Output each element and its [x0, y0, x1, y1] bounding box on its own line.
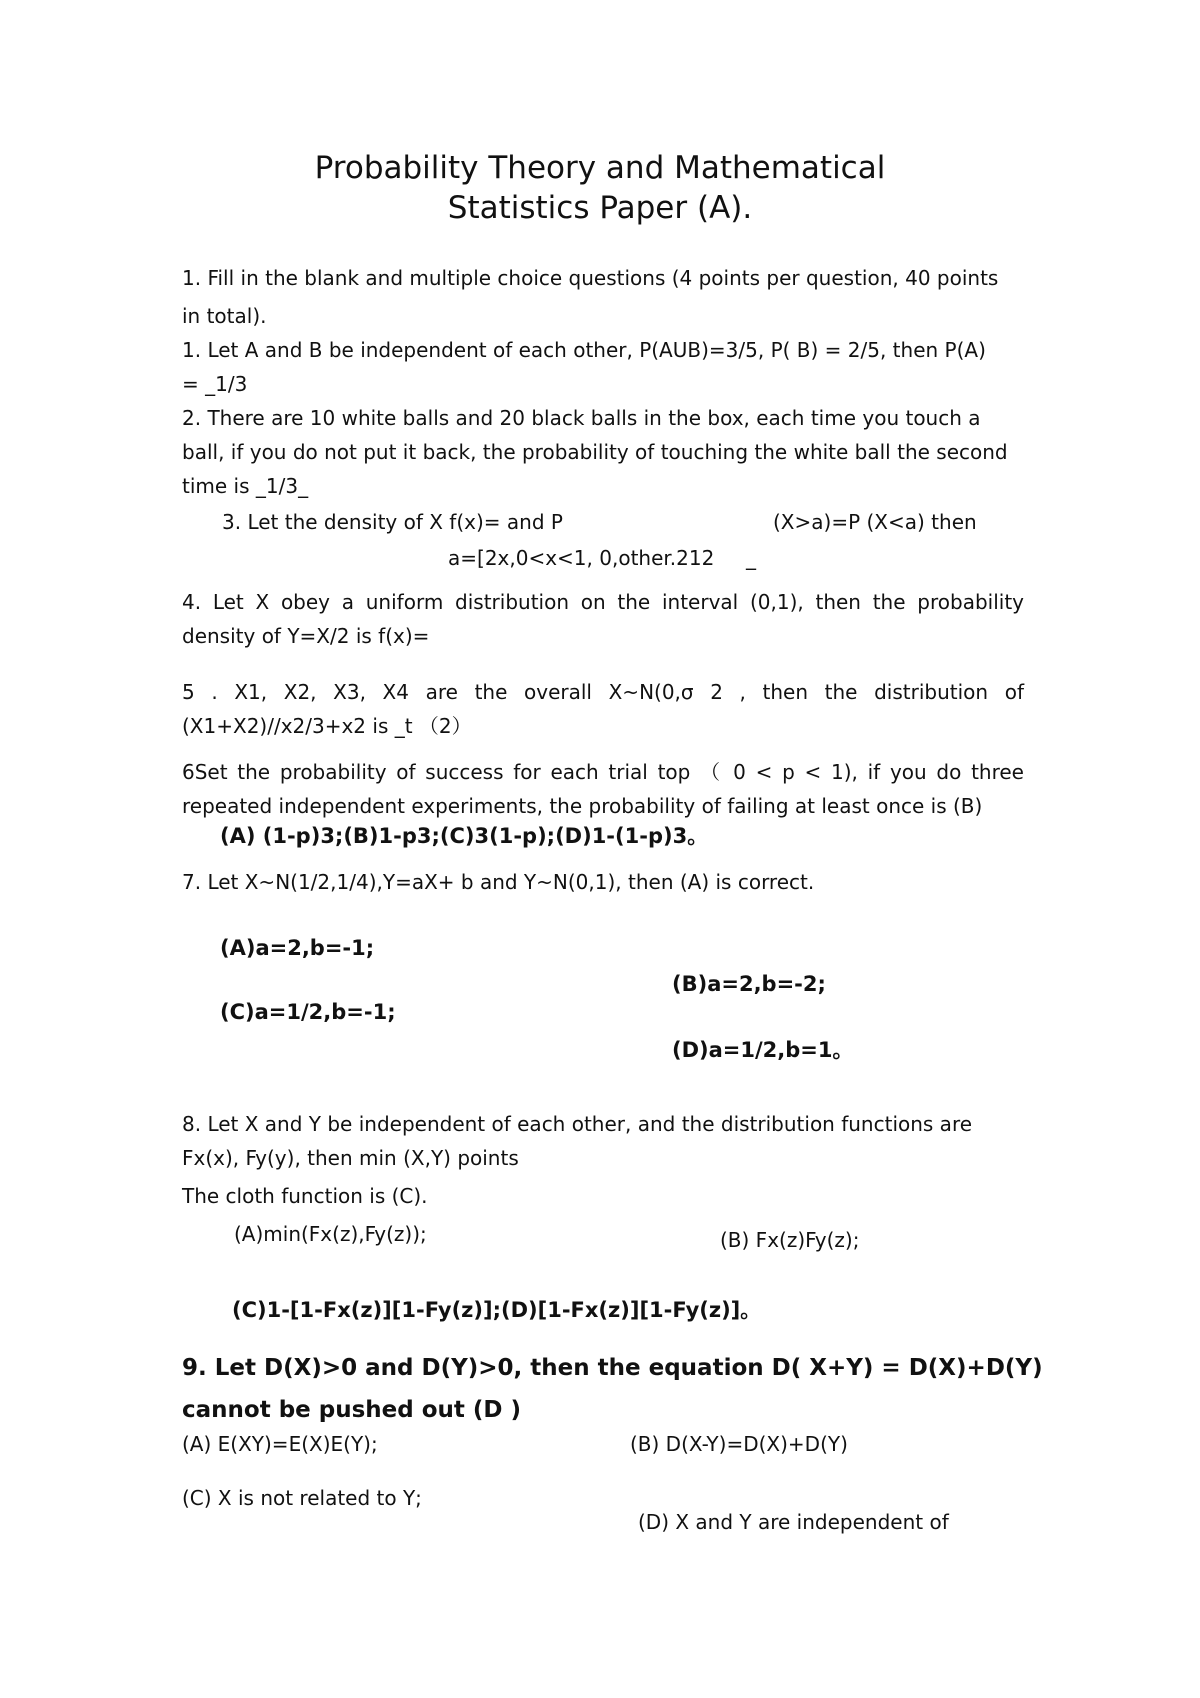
page-title-line-1: Probability Theory and Mathematical [314, 150, 886, 186]
question-9-option-a: (A) E(XY)=E(X)E(Y); [182, 1432, 378, 1456]
question-7-option-d: (D)a=1/2,b=1。 [672, 1038, 854, 1062]
question-1-line-2: = _1/3 [182, 372, 248, 396]
question-8-option-b: (B) Fx(z)Fy(z); [720, 1228, 860, 1252]
question-5-line-1: 5 . X1, X2, X3, X4 are the overall X~N(0,σ 2 , then the distribution of [182, 680, 1024, 704]
question-6-line-2: repeated independent experiments, the probability of failing at least once is (B) [182, 794, 983, 818]
section-heading-line-2: in total). [182, 304, 267, 328]
page-title-line-2: Statistics Paper (A). [447, 190, 753, 226]
question-7-line-1: 7. Let X~N(1/2,1/4),Y=aX+ b and Y~N(0,1), then (A) is correct. [182, 870, 815, 894]
question-2-line-2: ball, if you do not put it back, the probability of touching the white ball the second [182, 440, 1008, 464]
question-4-line-2: density of Y=X/2 is f(x)= [182, 624, 430, 648]
question-9-option-d: (D) X and Y are independent of [638, 1510, 949, 1534]
question-8-options-cd: (C)1-[1-Fx(z)][1-Fy(z)];(D)[1-Fx(z)][1-Fy(z)]。 [232, 1298, 762, 1322]
question-3-left: 3. Let the density of X f(x)= and P [222, 510, 563, 534]
question-8-line-2: Fx(x), Fy(y), then min (X,Y) points [182, 1146, 519, 1170]
question-3-right: (X>a)=P (X<a) then [773, 510, 977, 534]
question-2-line-3: time is _1/3_ [182, 474, 309, 498]
question-9-line-2: cannot be pushed out (D ) [182, 1397, 522, 1423]
question-8-option-a: (A)min(Fx(z),Fy(z)); [234, 1222, 427, 1246]
question-2-line-1: 2. There are 10 white balls and 20 black balls in the box, each time you touch a [182, 406, 981, 430]
question-3-line-2: a=[2x,0<x<1, 0,other.212 [448, 546, 715, 570]
question-6-options: (A) (1-p)3;(B)1-p3;(C)3(1-p);(D)1-(1-p)3。 [220, 824, 709, 848]
question-9-option-c: (C) X is not related to Y; [182, 1486, 422, 1510]
question-7-option-c: (C)a=1/2,b=-1; [220, 1000, 396, 1024]
question-8-line-3: The cloth function is (C). [182, 1184, 428, 1208]
question-8-line-1: 8. Let X and Y be independent of each other, and the distribution functions are [182, 1112, 973, 1136]
question-4-line-1: 4. Let X obey a uniform distribution on the interval (0,1), then the probability [182, 590, 1024, 614]
question-1-line-1: 1. Let A and B be independent of each other, P(AUB)=3/5, P( B) = 2/5, then P(A) [182, 338, 986, 362]
question-9-line-1: 9. Let D(X)>0 and D(Y)>0, then the equation D( X+Y) = D(X)+D(Y) [182, 1355, 1043, 1381]
question-7-option-b: (B)a=2,b=-2; [672, 972, 826, 996]
section-heading-line-1: 1. Fill in the blank and multiple choice questions (4 points per question, 40 points [182, 266, 999, 290]
question-6-line-1: 6Set the probability of success for each trial top （ 0 < p < 1), if you do three [182, 760, 1024, 784]
question-5-line-2: (X1+X2)//x2/3+x2 is _t （2） [182, 714, 472, 738]
question-9-option-b: (B) D(X-Y)=D(X)+D(Y) [630, 1432, 848, 1456]
question-3-blank: _ [746, 546, 756, 570]
question-7-option-a: (A)a=2,b=-1; [220, 936, 375, 960]
